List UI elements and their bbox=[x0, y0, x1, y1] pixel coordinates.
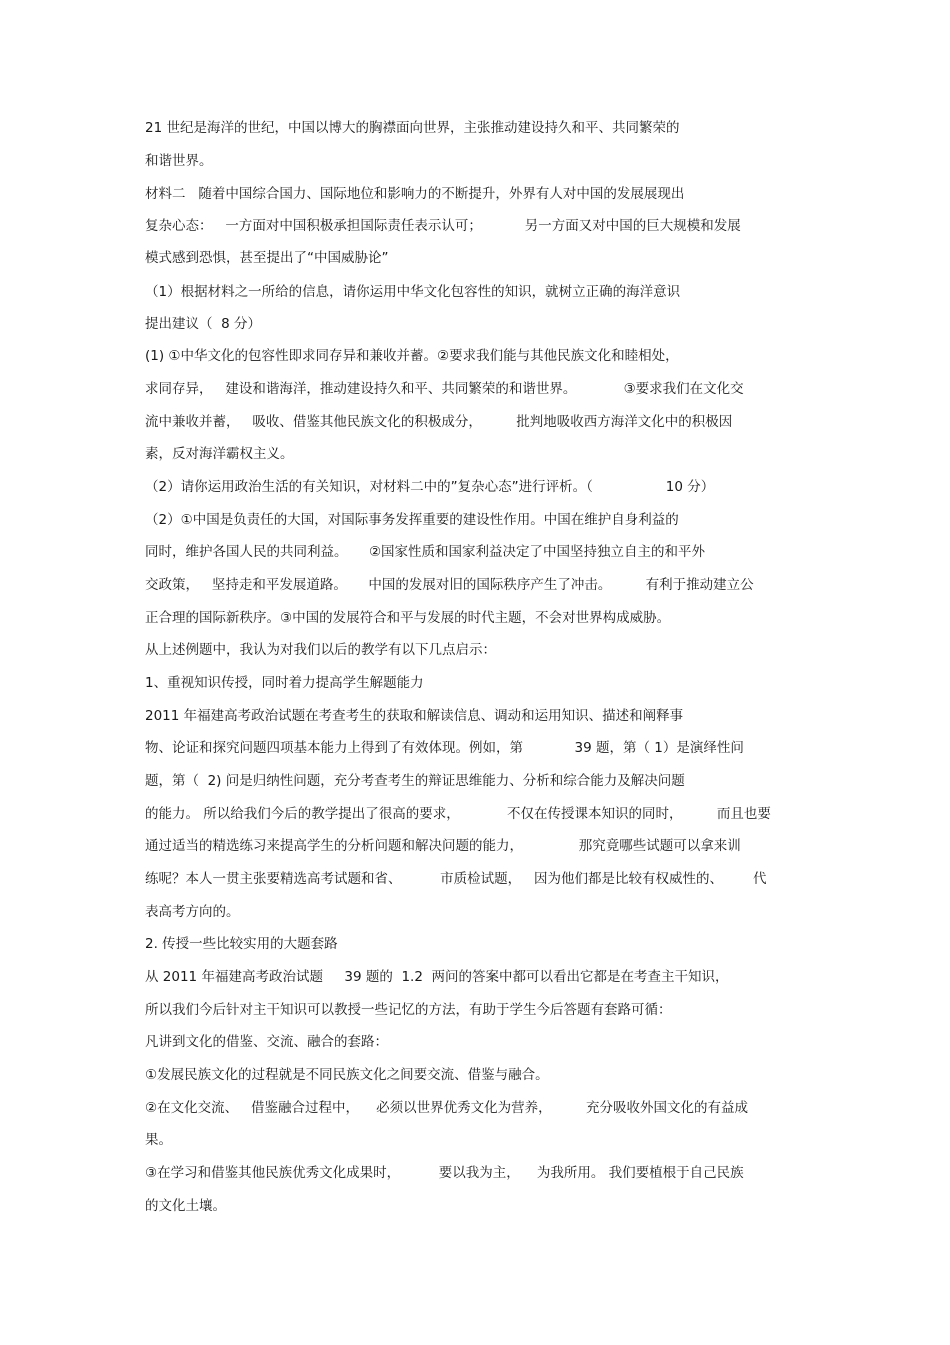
text-line: ①发展民族文化的过程就是不同民族文化之间要交流、借鉴与融合。 bbox=[145, 1067, 549, 1083]
text-line: 果。 bbox=[145, 1132, 172, 1148]
text-line: 2011 年福建高考政治试题在考查考生的获取和解读信息、调动和运用知识、描述和阐释事 bbox=[145, 708, 684, 724]
text-line: 和谐世界。 bbox=[145, 153, 213, 169]
text-line: 同时，维护各国人民的共同利益。 ②国家性质和国家利益决定了中国坚持独立自主的和平外 bbox=[145, 544, 706, 560]
text-line: 表高考方向的。 bbox=[145, 904, 240, 920]
text-line: (1) ①中华文化的包容性即求同存异和兼收并蓄。②要求我们能与其他民族文化和睦相处， bbox=[145, 348, 679, 364]
text-line: 物、论证和探究问题四项基本能力上得到了有效体现。例如，第 39 题，第（ 1）是演绎性问 bbox=[145, 740, 744, 756]
text-line: 通过适当的精选练习来提高学生的分析问题和解决问题的能力， 那究竟哪些试题可以拿来训 bbox=[145, 838, 741, 854]
text-line: 复杂心态： 一方面对中国积极承担国际责任表示认可； 另一方面又对中国的巨大规模和发展 bbox=[145, 218, 741, 234]
text-line: 从上述例题中，我认为对我们以后的教学有以下几点启示： bbox=[145, 642, 496, 658]
text-line: 提出建议（ 8 分） bbox=[145, 316, 261, 332]
text-line: 所以我们今后针对主干知识可以教授一些记忆的方法，有助于学生今后答题有套路可循： bbox=[145, 1002, 672, 1018]
text-line: 2. 传授一些比较实用的大题套路 bbox=[145, 936, 338, 952]
text-line: 凡讲到文化的借鉴、交流、融合的套路： bbox=[145, 1034, 388, 1050]
text-line: 材料二 随着中国综合国力、国际地位和影响力的不断提升，外界有人对中国的发展展现出 bbox=[145, 186, 685, 202]
text-line: 交政策， 坚持走和平发展道路。 中国的发展对旧的国际秩序产生了冲击。 有利于推动建立公 bbox=[145, 577, 754, 593]
text-line: 题，第（ 2) 问是归纳性问题，充分考查考生的辩证思维能力、分析和综合能力及解决问题 bbox=[145, 773, 685, 789]
text-line: ②在文化交流、 借鉴融合过程中， 必须以世界优秀文化为营养， 充分吸收外国文化的有益成 bbox=[145, 1100, 748, 1116]
text-line: 的文化土壤。 bbox=[145, 1198, 226, 1214]
text-line: 流中兼收并蓄， 吸收、借鉴其他民族文化的积极成分， 批判地吸收西方海洋文化中的积极因 bbox=[145, 414, 733, 430]
text-line: 正合理的国际新秩序。③中国的发展符合和平与发展的时代主题，不会对世界构成威胁。 bbox=[145, 610, 671, 626]
text-line: （2）①中国是负责任的大国，对国际事务发挥重要的建设性作用。中国在维护自身利益的 bbox=[145, 512, 679, 528]
text-line: 练呢？本人一贯主张要精选高考试题和省、 市质检试题， 因为他们都是比较有权威性的、 代 bbox=[145, 871, 767, 887]
text-line: （2）请你运用政治生活的有关知识，对材料二中的”复杂心态”进行评析。（ 10 分） bbox=[145, 479, 715, 495]
text-line: 从 2011 年福建高考政治试题 39 题的 1.2 两问的答案中都可以看出它都是在考查主干知识， bbox=[145, 969, 729, 985]
text-line: 21 世纪是海洋的世纪，中国以博大的胸襟面向世界，主张推动建设持久和平、共同繁荣的 bbox=[145, 120, 680, 136]
text-line: 1、重视知识传授，同时着力提高学生解题能力 bbox=[145, 675, 424, 691]
text-line: 素，反对海洋霸权主义。 bbox=[145, 446, 294, 462]
text-line: 模式感到恐惧，甚至提出了“中国威胁论” bbox=[145, 250, 389, 266]
text-line: 求同存异， 建设和谐海洋，推动建设持久和平、共同繁荣的和谐世界。 ③要求我们在文化交 bbox=[145, 381, 744, 397]
text-line: （1）根据材料之一所给的信息，请你运用中华文化包容性的知识，就树立正确的海洋意识 bbox=[145, 284, 681, 300]
text-line: ③在学习和借鉴其他民族优秀文化成果时， 要以我为主， 为我所用。 我们要植根于自己民族 bbox=[145, 1165, 744, 1181]
text-line: 的能力。 所以给我们今后的教学提出了很高的要求， 不仅在传授课本知识的同时， 而且也要 bbox=[145, 806, 771, 822]
